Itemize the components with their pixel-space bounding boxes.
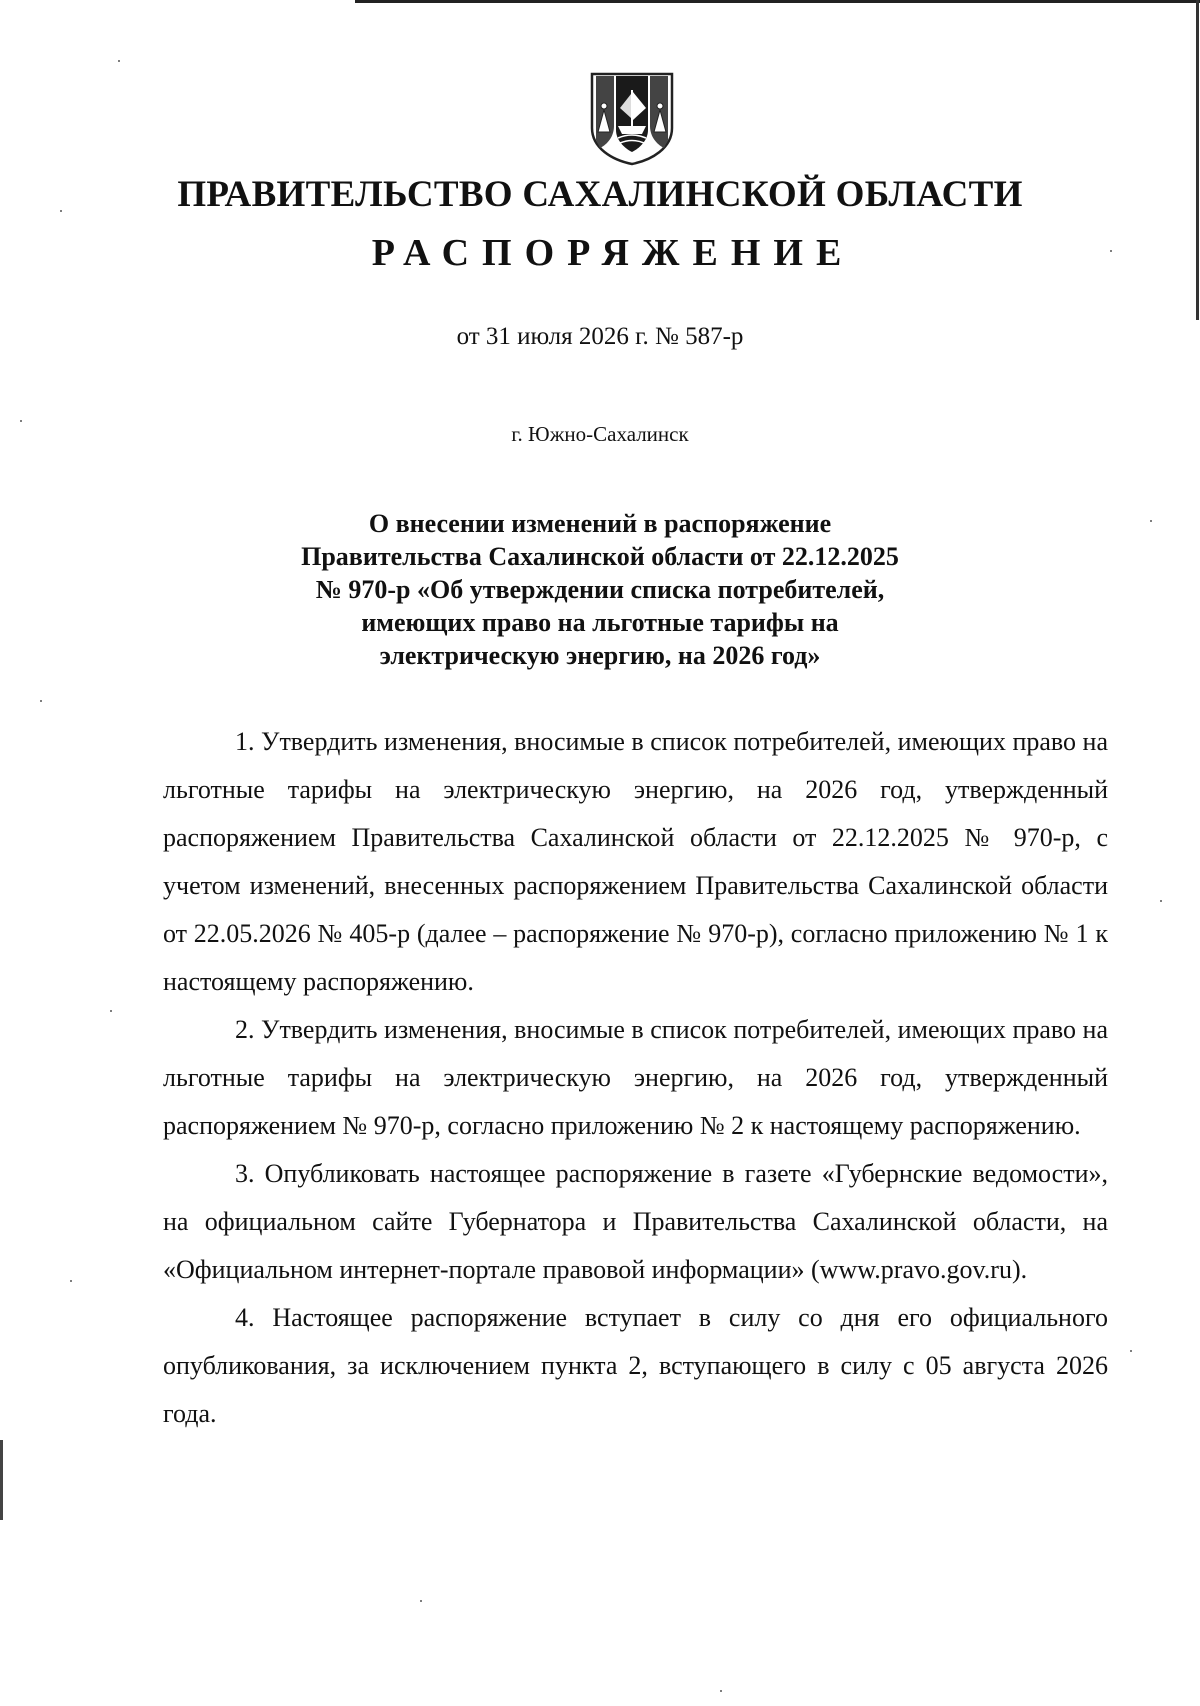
document-date-number: от 31 июля 2026 г. № 587-р xyxy=(456,323,744,350)
scan-speck xyxy=(420,1600,422,1602)
paragraph-2: 2. Утвердить изменения, вносимые в список потребителей, имеющих право на льготные тарифы на электрическую энергию, на 2026 год, утвержденный распоряжением № 970-р, согласно приложению № 2 к настоящему распоряжению. xyxy=(163,1015,1108,1140)
document-place: г. Южно-Сахалинск xyxy=(511,422,689,446)
paragraph-3: 3. Опубликовать настоящее распоряжение в газете «Губернские ведомости», на официальном сайте Губернатора и Правительства Сахалинской области, на «Официальном интернет-портале правовой информации» (www.pravo.gov.ru). xyxy=(163,1159,1108,1284)
paragraph-4: 4. Настоящее распоряжение вступает в силу со дня его официального опубликования, за исключением пункта 2, вступающего в силу с 05 августа 2026 года. xyxy=(163,1303,1108,1428)
subject-line: Правительства Сахалинской области от 22.12.2025 xyxy=(301,542,899,571)
scan-edge-top xyxy=(355,0,1200,3)
scan-speck xyxy=(70,1280,72,1282)
document-type-heading: РАСПОРЯЖЕНИЕ xyxy=(371,232,855,274)
scan-speck xyxy=(118,60,120,62)
sakhalin-coat-of-arms-icon xyxy=(586,70,678,166)
subject-line: электрическую энергию, на 2026 год» xyxy=(379,641,821,670)
subject-line: № 970-р «Об утверждении списка потребителей, xyxy=(315,575,885,604)
organization-title: ПРАВИТЕЛЬСТВО САХАЛИНСКОЙ ОБЛАСТИ xyxy=(177,174,1023,215)
scan-speck xyxy=(1160,900,1162,902)
subject-line: О внесении изменений в распоряжение xyxy=(368,509,832,538)
scan-edge-left xyxy=(0,1440,3,1520)
scan-speck xyxy=(110,1010,112,1012)
document-subject xyxy=(250,507,950,672)
scan-speck xyxy=(1150,520,1152,522)
document-body xyxy=(163,718,1108,1438)
scan-speck xyxy=(720,1690,722,1692)
scan-speck xyxy=(40,700,42,702)
scan-speck xyxy=(1130,1350,1132,1352)
subject-line: имеющих право на льготные тарифы на xyxy=(361,608,839,637)
paragraph-1: 1. Утвердить изменения, вносимые в список потребителей, имеющих право на льготные тарифы на электрическую энергию, на 2026 год, утвержденный распоряжением Правительства Сахалинской области от 22.12.2025 № 970-р, с учетом изменений, внесенных распоряжением Правительства Сахалинской области от 22.05.2026 № 405-р (далее – распоряжение № 970-р), согласно приложению № 1 к настоящему распоряжению. xyxy=(163,727,1108,996)
